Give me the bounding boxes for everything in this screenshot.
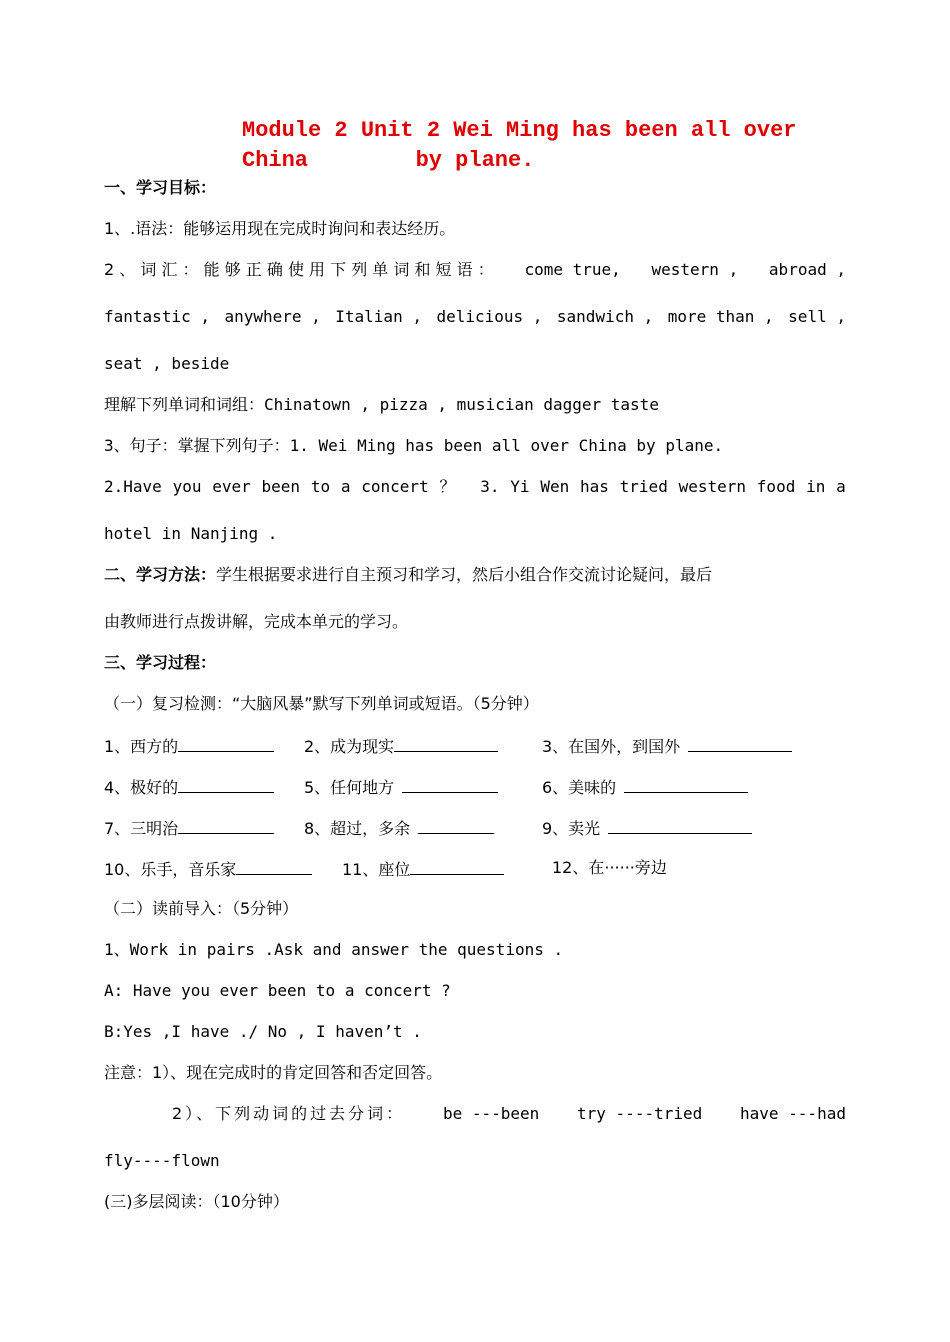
vocab-item: 12、在······旁边 <box>552 858 667 877</box>
sentence-word: to <box>310 477 331 496</box>
answer-blank[interactable] <box>410 857 504 875</box>
answer-blank[interactable] <box>394 734 498 752</box>
vocab-item: 3、在国外，到国外 <box>542 734 792 758</box>
objective-vocab-line2 <box>104 306 846 328</box>
objective-grammar: 1、.语法：能够运用现在完成时询问和表达经历。 <box>104 219 456 238</box>
section3-heading: 三、学习过程： <box>104 653 217 672</box>
objective-vocab-line1 <box>104 259 846 281</box>
answer-blank[interactable] <box>418 816 494 834</box>
objective-understand: 理解下列单词和词组：Chinatown , pizza , musician dagger taste <box>104 395 659 414</box>
sentence-word: 2.Have <box>104 477 162 496</box>
vocab-word: fantastic , <box>104 307 210 326</box>
vocab-item: 1、西方的 <box>104 734 274 758</box>
sentence-word: western <box>678 477 747 496</box>
verb-form: be ---been <box>442 1104 540 1123</box>
vocab-item: 2、成为现实 <box>304 734 498 758</box>
objective-sentences-line3: hotel in Nanjing . <box>104 524 278 543</box>
sentence-word: you <box>172 477 202 496</box>
vocab-word: come true, <box>524 260 621 279</box>
vocab-word: anywhere , <box>224 307 321 326</box>
document-title-line1: Module 2 Unit 2 Wei Ming has been all over China <box>242 118 797 173</box>
section2-line2: 由教师进行点拨讲解，完成本单元的学习。 <box>104 612 409 631</box>
objective-vocab-prefix: 2 、 词 汇 ： 能 够 正 确 使 用 下 列 单 词 和 短 语 ： <box>104 260 494 279</box>
note-1: 注意：1）、现在完成时的肯定回答和否定回答。 <box>104 1063 443 1082</box>
sentence-word: in <box>806 477 826 496</box>
dialogue-a: A: Have you ever been to a concert ? <box>104 981 451 1000</box>
vocab-item: 6、美味的 <box>542 775 748 799</box>
note-2-line1 <box>172 1103 846 1125</box>
note-2-prefix: 2）、下列动词的过去分词： <box>172 1104 406 1123</box>
vocab-word: sell , <box>788 307 846 326</box>
document-title-line2: by plane. <box>415 148 535 173</box>
section2-heading: 二、学习方法： <box>104 565 217 584</box>
vocab-word: delicious , <box>436 307 543 326</box>
section2-line1 <box>104 564 846 586</box>
vocab-item: 9、卖光 <box>542 816 752 840</box>
sentence-word: been <box>261 477 301 496</box>
vocab-item: 4、极好的 <box>104 775 274 799</box>
vocab-word: more than , <box>667 307 774 326</box>
answer-blank[interactable] <box>688 734 792 752</box>
sentence-word: a <box>836 477 846 496</box>
objective-sentences: 3、句子：掌握下列句子：1. Wei Ming has been all over China by plane. <box>104 436 724 455</box>
sentence-word: concert <box>361 477 429 496</box>
answer-blank[interactable] <box>236 857 312 875</box>
answer-blank[interactable] <box>178 775 274 793</box>
objective-vocab-line3: seat , beside <box>104 354 230 373</box>
verb-form: try ----tried <box>577 1104 703 1123</box>
sentence-word: Yi <box>510 477 530 496</box>
dialogue-b: B:Yes ,I have ./ No , I haven’t . <box>104 1022 422 1041</box>
part3-title: (三)多层阅读：（10分钟） <box>104 1192 289 1211</box>
vocab-item: 8、超过，多余 <box>304 816 494 840</box>
answer-blank[interactable] <box>624 775 748 793</box>
sentence-word: 3. <box>480 477 500 496</box>
objective-sentences-line2 <box>104 476 846 498</box>
vocab-word: abroad , <box>768 260 846 279</box>
vocab-item: 5、任何地方 <box>304 775 498 799</box>
sentence-word: food <box>756 477 796 496</box>
part2-title: （二）读前导入：（5分钟） <box>104 899 299 918</box>
sentence-word: tried <box>619 477 668 496</box>
sentence-word: ？ <box>439 477 456 496</box>
note-2-line2: fly----flown <box>104 1151 220 1170</box>
section2-text: 学生根据要求进行自主预习和学习，然后小组合作交流讨论疑问，最后 <box>216 565 713 584</box>
sentence-word: ever <box>212 477 251 496</box>
vocab-item: 11、座位 <box>342 857 504 881</box>
vocab-word: sandwich , <box>556 307 654 326</box>
sentence-word: a <box>340 477 351 496</box>
vocab-item: 7、三明治 <box>104 816 274 840</box>
vocab-word: western , <box>651 260 739 279</box>
answer-blank[interactable] <box>178 734 274 752</box>
sentence-word: has <box>579 477 609 496</box>
answer-blank[interactable] <box>608 816 752 834</box>
vocab-item: 10、乐手，音乐家 <box>104 857 312 881</box>
verb-form: have ---had <box>740 1104 846 1123</box>
part1-title: （一）复习检测：“大脑风暴”默写下列单词或短语。（5分钟） <box>104 694 539 713</box>
answer-blank[interactable] <box>178 816 274 834</box>
section1-heading: 一、学习目标： <box>104 178 217 197</box>
sentence-word: Wen <box>540 477 570 496</box>
vocab-word: Italian , <box>335 307 422 326</box>
pair-work-instruction: 1、Work in pairs .Ask and answer the questions . <box>104 940 564 959</box>
answer-blank[interactable] <box>402 775 498 793</box>
